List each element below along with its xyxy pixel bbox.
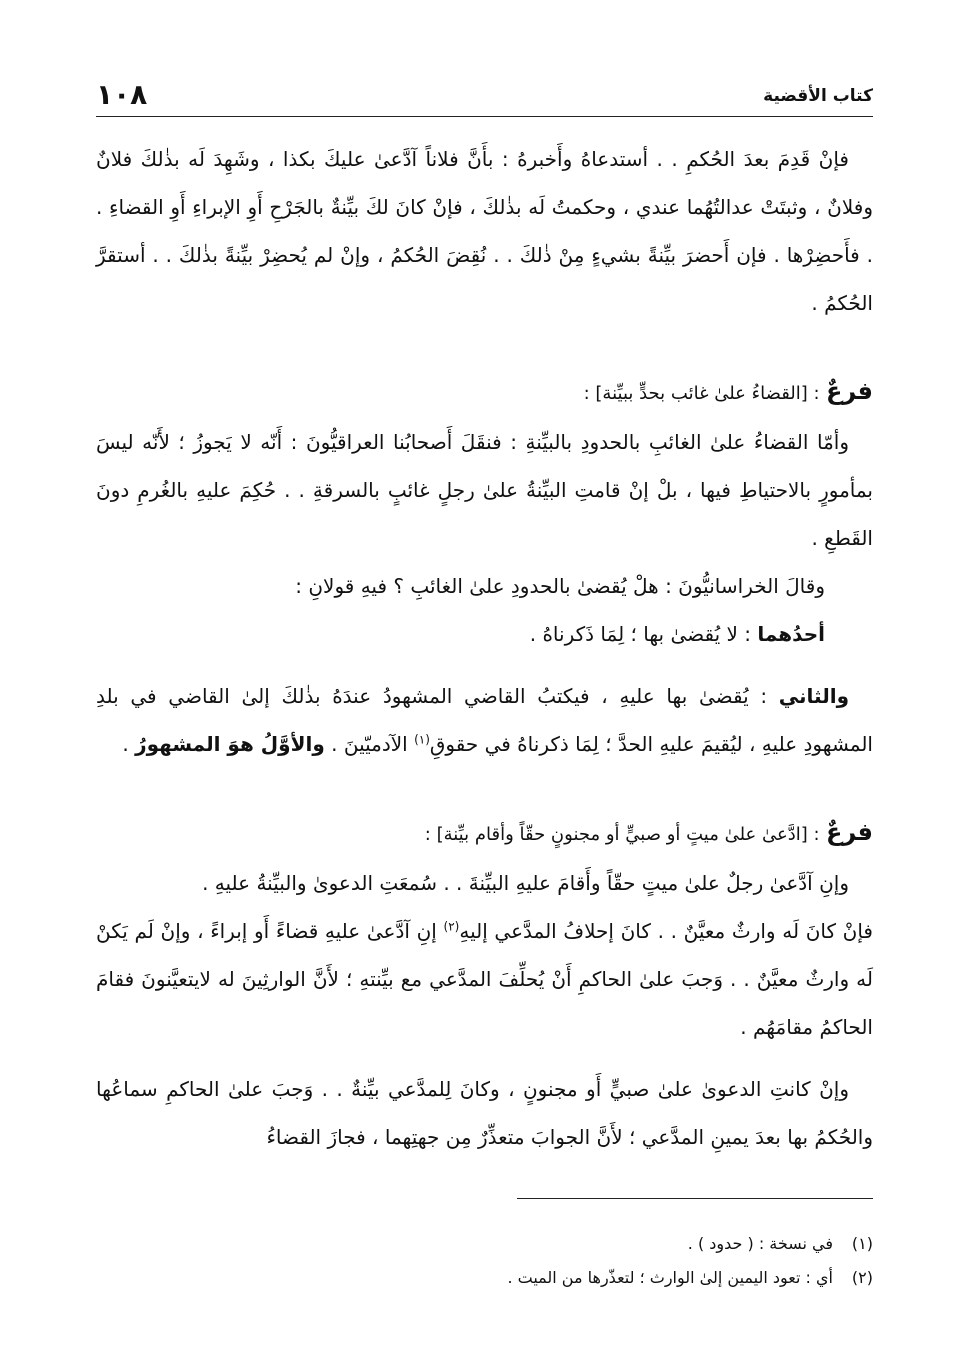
paragraph: وقالَ الخراسانيُّونَ : هلْ يُقضىٰ بالحدودِ علىٰ الغائبِ ؟ فيهِ قولانِ : xyxy=(295,574,825,598)
footnote-number: (٢) xyxy=(851,1268,873,1287)
footnotes xyxy=(96,1198,873,1295)
paragraph xyxy=(96,672,873,768)
footnote-ref: (١) xyxy=(414,732,430,747)
paragraph: فإنْ قَدِمَ بعدَ الحُكمِ . . أستدعاهُ وأَخبرهُ : بأَنَّ فلاناً آدَّعىٰ عليكَ بكذا ، وشَهِدَ لَه بذٰلكَ فلانٌ وفلانٌ ، وثبتَتْ عدالتُهُما عندي ، وحكمتُ لَه بذٰلكَ ، فإنْ كانَ لكَ بيِّنةٌ بالجَرْحِ أَوِ الإبراءِ أَوِ القضاءِ . . فأَحضِرْها . فإن أَحضرَ بيِّنةً بشيءٍ مِنْ ذٰلكَ . . نُقِضَ الحُكمُ ، وإنْ لم يُحضِرْ بيِّنةً بذٰلكَ . . أستقرَّ الحُكمُ . xyxy=(96,147,873,315)
section-title: : [ادَّعىٰ علىٰ ميتٍ أو صبيٍّ أو مجنونٍ حقّاً وأقام بيِّنة] : xyxy=(424,824,820,845)
far-label: فرعٌ xyxy=(825,818,873,846)
paragraph: وإنِ آدَّعىٰ رجلٌ علىٰ ميتٍ حقّاً وأَقامَ عليهِ البيِّنةَ . . سُمعَتِ الدعوىٰ والبيِّنةُ عليهِ . xyxy=(202,871,849,895)
footnote-ref: (٢) xyxy=(443,919,460,934)
far-label: فرعٌ xyxy=(825,377,873,405)
footnote-number: (١) xyxy=(851,1234,873,1253)
section-heading xyxy=(96,808,873,859)
book-page xyxy=(96,60,873,1161)
paragraph-text: الآدميّينَ . xyxy=(331,732,408,756)
footnote xyxy=(96,1227,873,1261)
paragraph-text: : لا يُقضىٰ بها ؛ لِمَا ذَكرناهُ . xyxy=(529,622,752,646)
bold-label: والثاني xyxy=(778,684,850,708)
bold-label: أحدُهما xyxy=(757,622,825,646)
paragraph-text: فإنْ كانَ لَه وارثٌ معيَّنٌ . . كانَ إحلافُ المدَّعي إليهِ xyxy=(459,919,873,943)
page-body xyxy=(96,135,873,1161)
paragraph: وإنْ كانتِ الدعوىٰ علىٰ صبيٍّ أَو مجنونٍ ، وكانَ لِلمدَّعي بيِّنةٌ . . وَجبَ علىٰ الحاكمِ سماعُها والحُكمُ بها بعدَ يمينِ المدَّعي ؛ لأَنَّ الجوابَ متعذِّرٌ مِن جهتِهما ، فجازَ القضاءُ xyxy=(96,1077,873,1149)
section-heading xyxy=(96,367,873,418)
bold-phrase: والأوَّلُ هوَ المشهورُ xyxy=(135,732,325,756)
footnote xyxy=(96,1261,873,1295)
footnote-text: في نسخة : ( حدود ) . xyxy=(687,1234,833,1253)
paragraph-text: إنِ آدَّعىٰ عليهِ قضاءً أَو إبراءً ، وإنْ لَم يَكنْ لَه وارثٌ معيَّنٌ . . وَجبَ علىٰ الحاكمِ أَنْ يُحلِّفَ المدَّعي مع بيِّنتهِ ؛ لأَنَّ الوارثِينَ له لايتعيَّنونَ فقامَ الحاكمُ مقامَهُم . xyxy=(96,919,873,1039)
page-header xyxy=(96,60,873,117)
paragraph xyxy=(96,610,873,658)
paragraph-text: . xyxy=(122,732,129,756)
section-title: : [القضاءُ علىٰ غائب بحدٍّ ببيِّنة] : xyxy=(583,383,820,404)
book-title: كتاب الأقضية xyxy=(763,86,873,106)
paragraph-text: : يُقضىٰ بها عليهِ ، فيكتبُ القاضي المشهودُ عندَهُ بذٰلكَ إلىٰ القاضي في بلدِ المشهودِ عليهِ ، ليُقيمَ عليهِ الحدَّ ؛ لِمَا ذكرناهُ في حقوقِ xyxy=(96,684,873,756)
footnote-text: أي : تعود اليمين إلىٰ الوارث ؛ لتعذّرها من الميت . xyxy=(507,1268,833,1287)
paragraph xyxy=(96,907,873,1051)
page-number: ١٠٨ xyxy=(96,78,148,111)
footnote-divider xyxy=(517,1198,873,1199)
paragraph: وأمّا القضاءُ علىٰ الغائبِ بالحدودِ بالبيِّنةِ : فنقَلَ أَصحابُنا العراقيُّونَ : أَنّه لا يَجوزُ ؛ لأَنّه ليسَ بمأمورٍ بالاحتياطِ فيها ، بلْ إنْ قامتِ البيِّنةُ علىٰ رجلٍ غائبٍ بالسرقةِ . . حُكِمَ عليهِ بالغُرمِ دونَ القَطعِ . xyxy=(96,430,873,550)
